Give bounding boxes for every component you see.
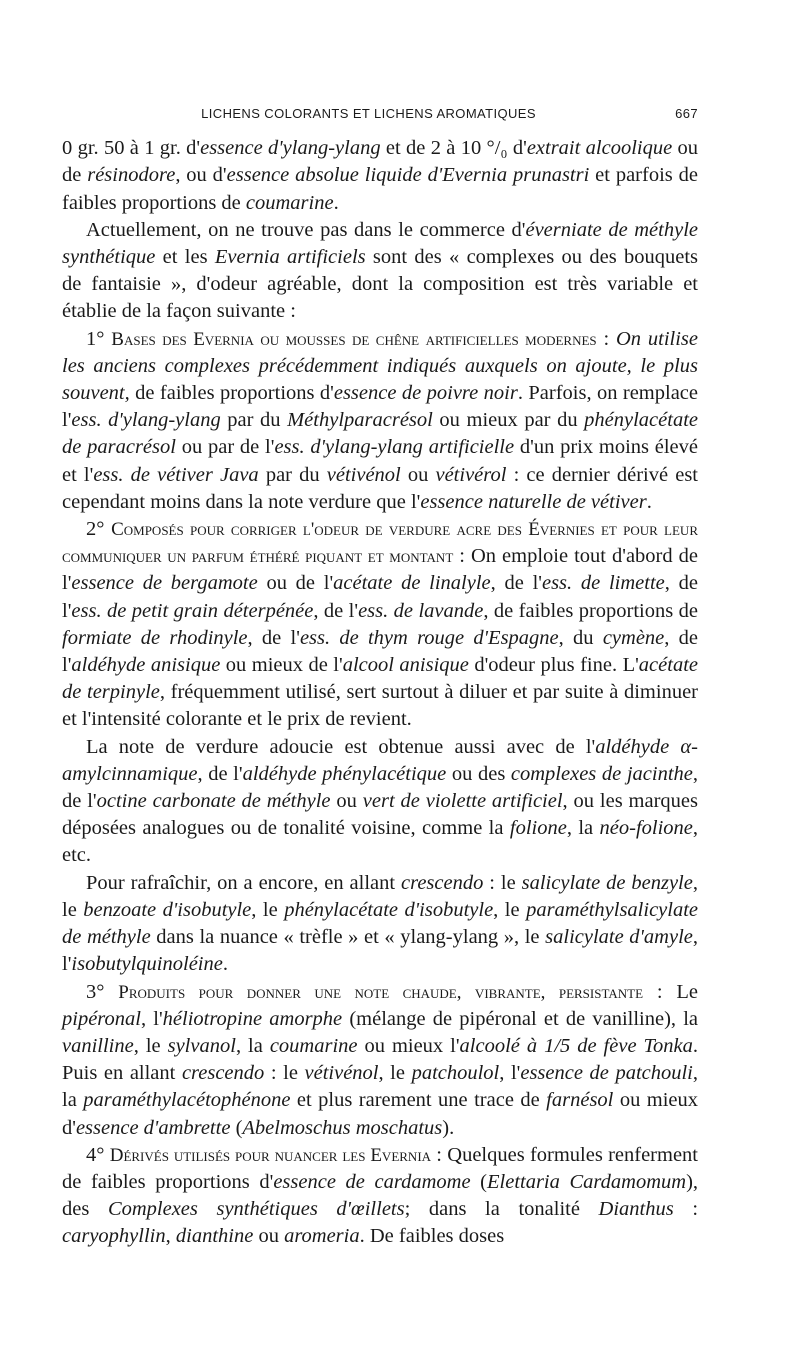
italic-run: paraméthylsalicylate de méthyle <box>62 898 699 949</box>
italic-run: crescendo <box>181 1062 265 1085</box>
italic-run: essence absolue liquide d'Evernia prunastri <box>226 164 590 187</box>
text-run: ou de l' <box>257 572 334 595</box>
text-run: de faibles proportions d' <box>129 382 334 405</box>
italic-run: coumarine <box>269 1034 358 1057</box>
italic-run: extrait alcoolique <box>526 137 673 160</box>
smallcaps-run: Composés pour corriger l'odeur de verdure acre des Évernies et pour leur communiquer un parfum éthéré piquant et montant <box>62 519 698 568</box>
italic-run: acétate de terpinyle <box>62 654 698 704</box>
italic-run: crescendo <box>401 871 484 894</box>
text-run: , de l' <box>247 626 300 649</box>
text-run: , le <box>251 898 285 921</box>
italic-run: essence de poivre noir <box>333 382 518 405</box>
italic-run: héliotropine amorphe <box>162 1007 343 1030</box>
smallcaps-run: Bases des Evernia ou mousses de chêne artificielles modernes <box>111 328 597 350</box>
italic-run: caryophyllin <box>62 1225 166 1248</box>
text-run: , ou d' <box>175 164 227 187</box>
text-run: ou mieux d' <box>62 1089 699 1139</box>
running-title: LICHENS COLORANTS ET LICHENS AROMATIQUES <box>201 106 536 121</box>
text-run: : Le <box>643 980 698 1003</box>
text-run: , le <box>378 1062 412 1085</box>
text-run: : le <box>264 1062 305 1085</box>
text-run: . <box>646 490 652 513</box>
italic-run: aldéhyde α-amylcinnamique <box>62 735 698 785</box>
italic-run: octine carbonate de méthyle <box>96 790 331 813</box>
text-run: et parfois de faibles proportions de <box>62 164 698 214</box>
italic-run: farnésol <box>546 1089 614 1112</box>
text-run: . Parfois, on remplace l' <box>62 382 698 432</box>
text-run: 2° <box>86 518 112 541</box>
text-run: : <box>596 327 616 350</box>
text-run: . <box>333 191 339 214</box>
text-run: ou des <box>446 762 511 785</box>
italic-run: Complexes synthétiques d'œillets <box>107 1198 405 1221</box>
italic-run: ess. de vétiver Java <box>93 463 259 486</box>
text-run: . De faibles doses <box>359 1225 505 1248</box>
italic-run: vétivénol <box>304 1062 379 1085</box>
italic-run: salicylate de benzyle <box>521 871 693 894</box>
text-run: d'un prix moins élevé et l' <box>62 436 699 486</box>
text-run: ou de <box>62 137 699 187</box>
italic-run: aldéhyde anisique <box>71 654 221 677</box>
text-run: ), des <box>62 1170 699 1221</box>
paragraph-4 <box>62 516 698 734</box>
italic-run: vanilline <box>62 1034 134 1057</box>
text-run: , ou les marques déposées analogues ou de tonalité voisine, comme la <box>62 790 698 840</box>
text-run: Actuellement, on ne trouve pas dans le commerce d' <box>86 218 526 241</box>
italic-run: essence d'ylang-ylang <box>200 137 381 160</box>
text-run: 4° <box>86 1143 110 1166</box>
text-run: , du <box>558 626 603 649</box>
text-run: : ce dernier dérivé est cependant moins dans la note verdure que l' <box>62 463 698 513</box>
text-run: : Quelques formules renferment de faibles proportions d' <box>62 1143 699 1193</box>
italic-run: sylvanol <box>167 1034 236 1057</box>
text-run: et les <box>155 246 215 269</box>
italic-run: ess. de thym rouge d'Espagne <box>299 626 559 649</box>
text-run: La note de verdure adoucie est obtenue aussi avec de l' <box>86 735 596 758</box>
text-run: ou mieux de l' <box>220 654 343 677</box>
paragraph-8 <box>62 1142 698 1251</box>
italic-run: On utilise les anciens complexes précédemment indiqués auxquels on ajoute, le plus souvent, <box>62 327 698 405</box>
text-run: , de l' <box>62 762 698 813</box>
italic-run: formiate de rhodinyle <box>62 626 248 649</box>
italic-run: éverniate de méthyle synthétique <box>62 218 698 269</box>
italic-run: cymène <box>602 626 665 649</box>
text-run: ou par de l' <box>175 436 275 459</box>
text-run: et de 2 à 10 °/₀ d' <box>380 137 527 160</box>
italic-run: phénylacétate d'isobutyle <box>284 898 494 921</box>
paragraph-1 <box>62 135 698 217</box>
text-run: ou <box>400 463 436 486</box>
text-run: 3° <box>86 980 119 1003</box>
text-run: , de l' <box>197 762 243 785</box>
text-run: (mélange de pipéronal et de vanilline), la <box>342 1007 698 1030</box>
text-run: ). <box>442 1116 455 1139</box>
text-run: , l' <box>140 1007 163 1030</box>
page-number: 667 <box>675 106 698 121</box>
text-run: , <box>165 1225 176 1248</box>
italic-run: dianthine <box>175 1225 254 1248</box>
paragraph-2 <box>62 217 698 326</box>
italic-run: phénylacétate de paracrésol <box>62 409 698 459</box>
text-run: , de l' <box>62 626 698 677</box>
text-run: ou <box>330 790 363 813</box>
text-run: , le <box>133 1034 168 1057</box>
paragraph-7 <box>62 979 698 1142</box>
text-run: , etc. <box>62 817 699 867</box>
text-run: par du <box>220 409 288 432</box>
italic-run: ess. de limette <box>541 572 665 595</box>
italic-run: isobutylquinoléine <box>71 953 223 976</box>
italic-run: Abelmoschus moschatus <box>242 1116 443 1139</box>
text-run: ou <box>253 1225 285 1248</box>
italic-run: aldéhyde phénylacétique <box>242 762 447 785</box>
text-run: , la <box>235 1034 270 1057</box>
italic-run: néo-folione <box>599 817 693 840</box>
text-run: ou mieux par du <box>432 409 585 432</box>
italic-run: vétivénol <box>326 463 401 486</box>
text-run: , la <box>62 1062 699 1112</box>
italic-run: vétivérol <box>435 463 507 486</box>
text-run: 1° <box>86 327 112 350</box>
italic-run: Méthylparacrésol <box>287 409 433 432</box>
italic-run: essence naturelle de vétiver <box>420 490 647 513</box>
italic-run: folione <box>509 817 567 840</box>
italic-run: Dianthus <box>598 1198 674 1221</box>
italic-run: coumarine <box>245 191 334 214</box>
body-text <box>62 135 698 1250</box>
italic-run: acétate de linalyle <box>333 572 491 595</box>
text-run: , de l' <box>62 572 698 622</box>
text-run: ( <box>230 1116 243 1139</box>
italic-run: alcoolé à 1/5 de fève Tonka <box>459 1034 693 1057</box>
running-header <box>62 100 698 127</box>
italic-run: patchoulol <box>411 1062 500 1085</box>
italic-run: essence de patchouli <box>520 1062 693 1085</box>
text-run: : <box>673 1198 699 1221</box>
text-run: , fréquemment utilisé, sert surtout à diluer et par suite à diminuer et l'intensité colorante et le prix de revient. <box>62 681 698 731</box>
text-run: sont des « complexes ou des bouquets de fantaisie », d'odeur agréable, dont la composition est très variable et établie de la façon suivante : <box>62 246 698 323</box>
text-run: , de l' <box>490 572 542 595</box>
text-run: et plus rarement une trace de <box>290 1089 547 1112</box>
text-run: , l' <box>62 926 699 976</box>
text-run: . <box>222 953 228 976</box>
text-run: d'odeur plus fine. L' <box>468 654 639 677</box>
italic-run: vert de violette artificiel <box>362 790 563 813</box>
italic-run: aromeria <box>284 1225 360 1248</box>
italic-run: essence d'ambrette <box>75 1116 231 1139</box>
italic-run: ess. de lavande <box>358 599 484 622</box>
italic-run: benzoate d'isobutyle <box>83 898 252 921</box>
text-run: , de faibles proportions de <box>483 599 698 622</box>
paragraph-3 <box>62 326 698 516</box>
italic-run: résinodore <box>87 164 176 187</box>
text-run: , le <box>62 871 698 921</box>
text-run: Pour rafraîchir, on a encore, en allant <box>86 871 401 894</box>
paragraph-5 <box>62 734 698 870</box>
smallcaps-run: Dérivés utilisés pour nuancer les Evernia <box>109 1144 432 1166</box>
italic-run: essence de bergamote <box>71 572 258 595</box>
text-run: 0 gr. 50 à 1 gr. d' <box>62 137 201 160</box>
text-run: ; dans la tonalité <box>404 1198 599 1221</box>
text-run: ou mieux l' <box>357 1034 460 1057</box>
italic-run: Evernia artificiels <box>214 246 366 269</box>
text-run: dans la nuance « trèfle » et « ylang-ylang », le <box>150 926 546 949</box>
italic-run: pipéronal <box>62 1007 141 1030</box>
italic-run: salicylate d'amyle <box>545 926 693 949</box>
italic-run: Elettaria Cardamomum <box>487 1170 687 1193</box>
text-run: . Puis en allant <box>62 1034 699 1085</box>
text-run: , l' <box>499 1062 521 1085</box>
italic-run: paraméthylacétophénone <box>83 1089 291 1112</box>
text-run: : le <box>483 871 522 894</box>
book-page <box>62 100 698 1251</box>
italic-run: essence de cardamome <box>273 1170 471 1193</box>
text-run: , le <box>493 898 527 921</box>
smallcaps-run: Produits pour donner une note chaude, vibrante, persistante <box>118 981 644 1003</box>
text-run: , la <box>566 817 600 840</box>
italic-run: ess. de petit grain déterpénée <box>71 599 314 622</box>
text-run: , de l' <box>313 599 359 622</box>
italic-run: complexes de jacinthe <box>510 762 693 785</box>
italic-run: ess. d'ylang-ylang artificielle <box>274 436 515 459</box>
text-run: : On emploie tout d'abord de l' <box>62 545 698 595</box>
text-run: par du <box>258 463 327 486</box>
text-run: ( <box>470 1170 487 1193</box>
italic-run: ess. d'ylang-ylang <box>71 409 221 432</box>
paragraph-6 <box>62 870 698 979</box>
italic-run: alcool anisique <box>342 654 469 677</box>
